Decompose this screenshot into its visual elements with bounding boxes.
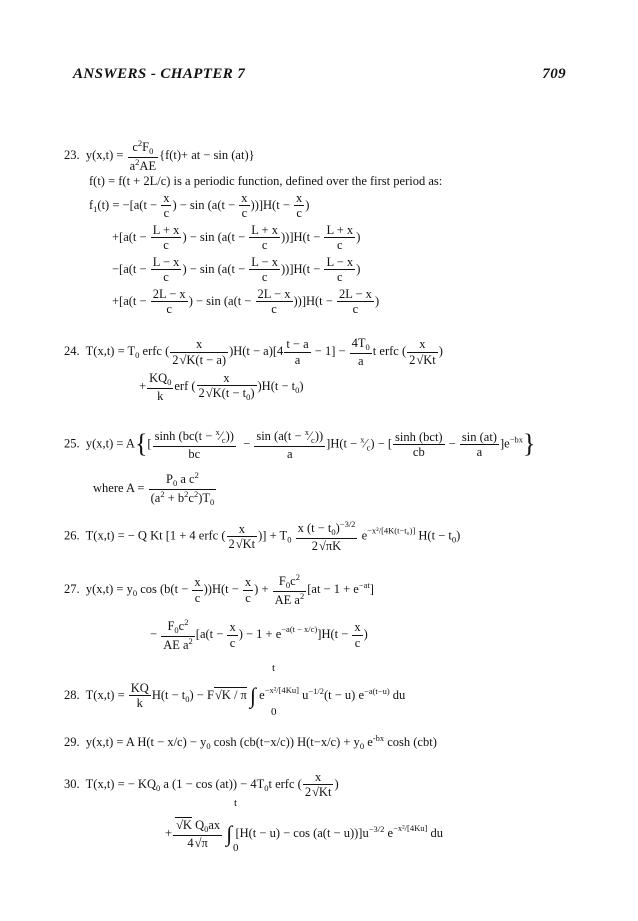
answer-number: 26. bbox=[64, 528, 80, 543]
answer-number: 30. bbox=[64, 776, 80, 791]
running-header: ANSWERS - CHAPTER 7 bbox=[73, 66, 246, 82]
answer-number: 23. bbox=[64, 147, 80, 162]
answer-number: 28. bbox=[64, 687, 80, 702]
answer-number: 27. bbox=[64, 581, 80, 596]
page-number: 709 bbox=[542, 66, 566, 82]
answer-number: 25. bbox=[64, 436, 80, 451]
answer-number: 29. bbox=[64, 735, 80, 749]
answer-number: 24. bbox=[64, 343, 80, 358]
